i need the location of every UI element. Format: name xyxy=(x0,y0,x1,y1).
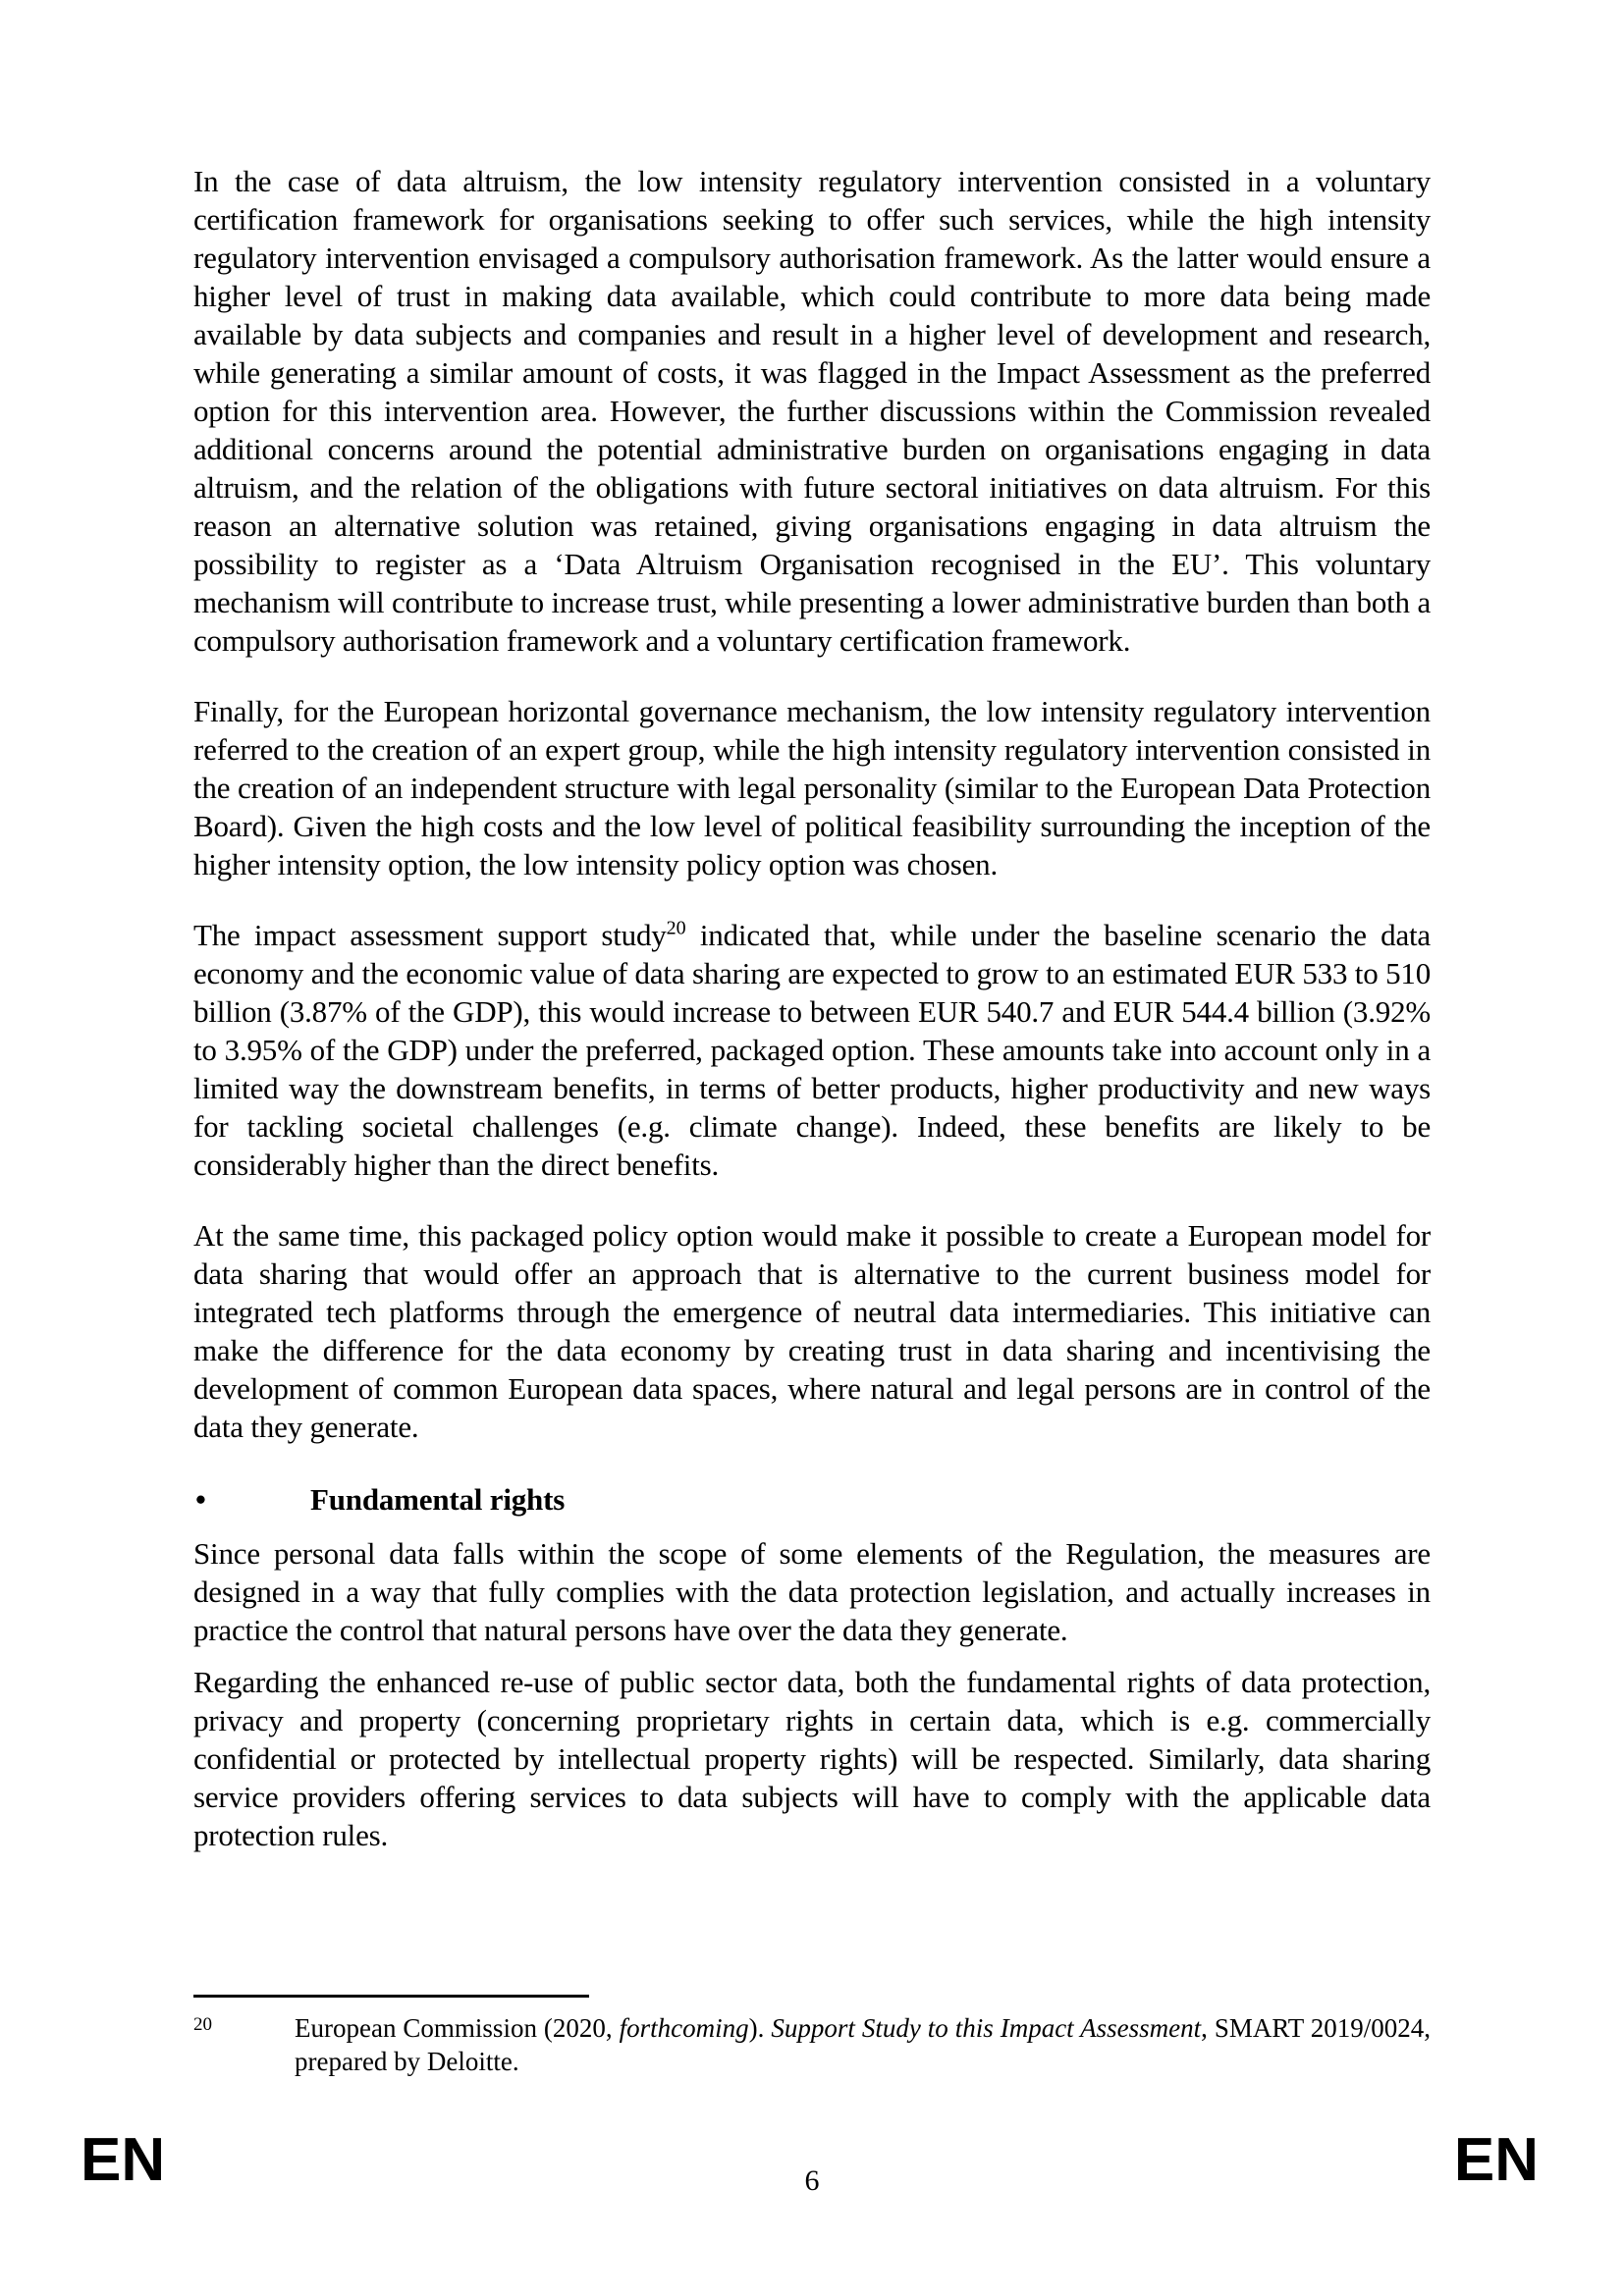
paragraph-packaged-option: At the same time, this packaged policy option would make it possible to create a European model for data sharing that would offer an approach that is alternative to the current business model for integrated tech platforms through the emergence of neutral data intermediaries. This initiative can make the difference for the data economy by creating trust in data sharing and incentivising the development of common European data spaces, where natural and legal persons are in control of the data they generate. xyxy=(193,1218,1431,1444)
footnote-text xyxy=(295,2011,1431,2078)
footnote-text-part: European Commission (2020, xyxy=(295,2013,620,2043)
paragraph-data-altruism: In the case of data altruism, the low intensity regulatory intervention consisted in a voluntary certification framework for organisations seeking to offer such services, while the high intensity regulatory intervention envisaged a compulsory authorisation framework. As the latter would ensure a higher level of trust in making data available, which could contribute to more data being made available by data subjects and companies and result in a higher level of development and research, while generating a similar amount of costs, it was flagged in the Impact Assessment as the preferred option for this intervention area. However, the further discussions within the Commission revealed additional concerns around the potential administrative burden on organisations engaging in data altruism, and the relation of the obligations with future sectoral initiatives on data altruism. For this reason an alternative solution was retained, giving organisations engaging in data altruism the possibility to register as a ‘Data Altruism Organisation recognised in the EU’. This voluntary mechanism will contribute to increase trust, while presenting a lower administrative burden than both a compulsory authorisation framework and a voluntary certification framework. xyxy=(193,164,1431,658)
footer-language-right: EN xyxy=(1453,2126,1539,2194)
paragraph-text: The impact assessment support study xyxy=(193,918,667,952)
footnote-reference-20: 20 xyxy=(666,917,686,939)
paragraph-text: indicated that, while under the baseline scenario the data economy and the economic value of data sharing are expected to grow to an estimated EUR 533 to 510 billion (3.87% of the GDP), this would increase to between EUR 540.7 and EUR 544.4 billion (3.92% to 3.95% of the GDP) under the preferred, packaged option. These amounts take into account only in a limited way the downstream benefits, in terms of better products, higher productivity and new ways for tackling societal challenges (e.g. climate change). Indeed, these benefits are likely to be considerably higher than the direct benefits. xyxy=(193,918,1431,1182)
footnote-20 xyxy=(193,2011,1431,2078)
paragraph-reuse-public-sector: Regarding the enhanced re-use of public sector data, both the fundamental rights of data protection, privacy and property (concerning proprietary rights in certain data, which is e.g. commercially confidential or protected by intellectual property rights) will be respected. Similarly, data sharing service providers offering services to data subjects will have to comply with the applicable data protection rules. xyxy=(193,1665,1431,1852)
footer-language-left: EN xyxy=(81,2126,166,2194)
page-number: 6 xyxy=(804,2164,820,2197)
paragraph-personal-data: Since personal data falls within the scope of some elements of the Regulation, the measures are designed in a way that fully complies with the data protection legislation, and actually increases in practice the control that natural persons have over the data they generate. xyxy=(193,1536,1431,1647)
paragraph-impact-study xyxy=(193,916,1431,1184)
footnote-text-italic: Support Study to this Impact Assessment xyxy=(771,2013,1202,2043)
paragraph-governance-mechanism: Finally, for the European horizontal governance mechanism, the low intensity regulatory intervention referred to the creation of an expert group, while the high intensity regulatory intervention consisted in the creation of an independent structure with legal personality (similar to the European Data Protection Board). Given the high costs and the low level of political feasibility surrounding the inception of the higher intensity option, the low intensity policy option was chosen. xyxy=(193,694,1431,881)
footnote-text-italic: forthcoming xyxy=(619,2013,749,2043)
footnote-text-part: , SMART 2019/0024, prepared by Deloitte. xyxy=(295,2013,1432,2076)
document-body xyxy=(193,162,1431,1854)
footnote-marker: 20 xyxy=(193,2014,212,2035)
footnote-separator-rule xyxy=(193,1995,589,1998)
section-heading-label: Fundamental rights xyxy=(310,1482,566,1517)
footnote-area xyxy=(193,1995,1431,2078)
bullet-icon: • xyxy=(195,1482,206,1517)
footnote-text-part: ). xyxy=(748,2013,772,2043)
section-heading-fundamental-rights xyxy=(193,1480,1431,1519)
